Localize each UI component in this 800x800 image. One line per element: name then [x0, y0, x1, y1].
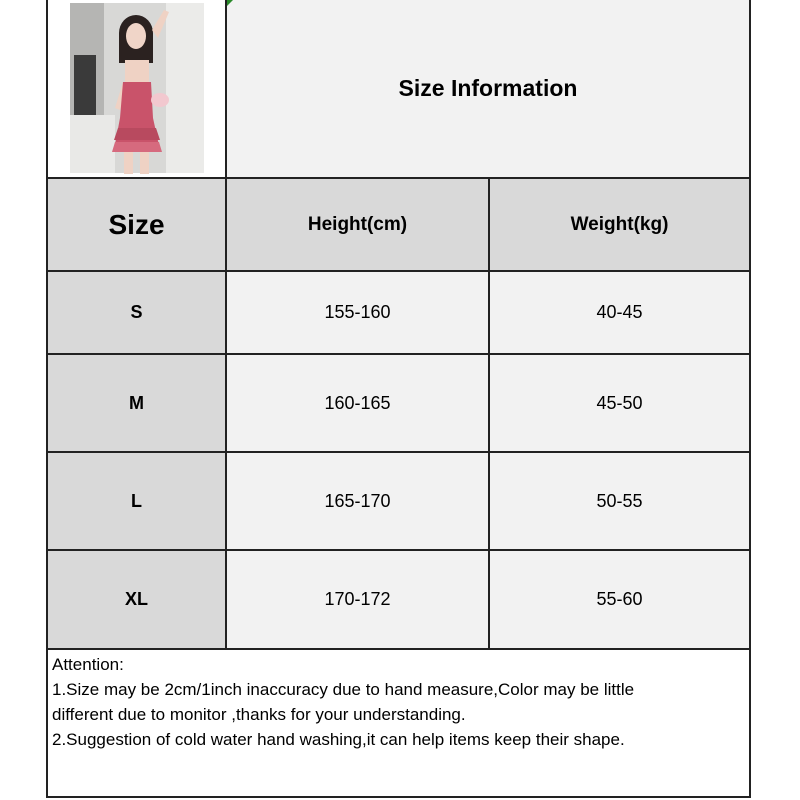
weight-cell: 40-45	[490, 272, 749, 353]
note-line: 1.Size may be 2cm/1inch inaccuracy due to hand measure,Color may be little	[52, 680, 635, 699]
height-cell: 165-170	[227, 453, 490, 549]
weight-cell: 45-50	[490, 355, 749, 451]
notes-label: Attention:	[52, 655, 124, 674]
page-title: Size Information	[398, 75, 578, 101]
size-cell: XL	[48, 551, 227, 648]
title-cell	[227, 0, 749, 179]
weight-cell: 55-60	[490, 551, 749, 648]
column-header-height: Height(cm)	[227, 179, 490, 270]
size-cell: S	[48, 272, 227, 353]
table-header-row	[48, 179, 749, 272]
product-photo	[48, 0, 225, 177]
product-photo-cell	[48, 0, 227, 179]
height-cell: 160-165	[227, 355, 490, 451]
note-line: 2.Suggestion of cold water hand washing,it can help items keep their shape.	[52, 730, 625, 749]
table-row	[48, 453, 749, 551]
height-cell: 155-160	[227, 272, 490, 353]
size-cell: M	[48, 355, 227, 451]
height-cell: 170-172	[227, 551, 490, 648]
corner-mark	[227, 0, 233, 6]
table-row	[48, 355, 749, 453]
table-row	[48, 551, 749, 650]
table-row	[48, 272, 749, 355]
note-line: different due to monitor ,thanks for your understanding.	[52, 705, 466, 724]
size-cell: L	[48, 453, 227, 549]
weight-cell: 50-55	[490, 453, 749, 549]
column-header-weight: Weight(kg)	[490, 179, 749, 270]
column-header-size: Size	[48, 179, 227, 270]
attention-notes	[48, 650, 749, 754]
size-chart	[46, 0, 751, 798]
